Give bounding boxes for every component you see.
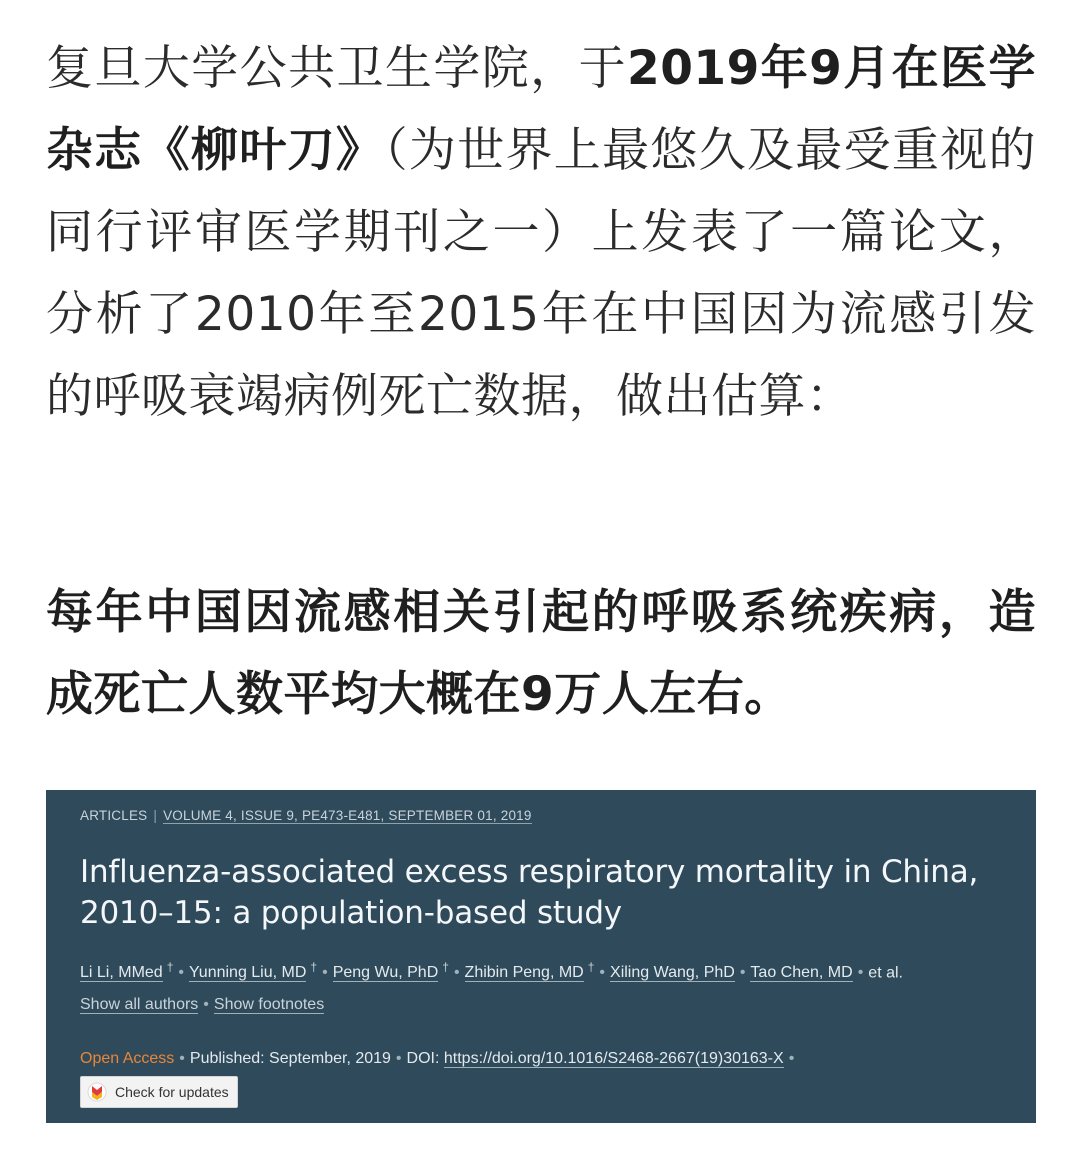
intro-date-bold: 2019年9月在 <box>627 41 941 96</box>
dagger-mark: † <box>310 960 318 974</box>
author-link[interactable]: Peng Wu, PhD <box>332 964 439 982</box>
separator-dot: • <box>857 964 864 982</box>
dagger-mark: † <box>442 960 449 974</box>
article-title: Influenza-associated excess respiratory mortality in China, 2010–15: a population-based study <box>80 854 979 931</box>
separator-dot: • <box>739 964 746 982</box>
crossmark-icon <box>87 1082 107 1102</box>
intro-text-2: （为世界上最悠久及最受重视的同行评审医学期刊之一）上发表了一篇论文，分析了2010年至2015年在中国因为流感引发的呼吸衰竭病例死亡数据，做出估算： <box>46 123 1037 424</box>
published-date: Published: September, 2019 <box>189 1050 391 1068</box>
et-al-text: et al. <box>868 964 903 982</box>
meta-separator: | <box>153 808 158 823</box>
author-list <box>80 956 1002 984</box>
dagger-mark: † <box>166 960 174 974</box>
article-meta <box>80 806 1002 826</box>
author-link[interactable]: Tao Chen, MD <box>750 964 853 982</box>
publication-info <box>80 1048 1002 1070</box>
author-link[interactable]: Zhibin Peng, MD <box>464 964 584 982</box>
separator-dot: • <box>395 1050 402 1068</box>
article-volume-link[interactable]: VOLUME 4, ISSUE 9, PE473-E481, SEPTEMBER 01, 2019 <box>163 808 532 823</box>
author-actions <box>80 994 1002 1016</box>
separator-dot: • <box>179 1050 185 1068</box>
dagger-mark: † <box>587 960 595 974</box>
intro-text-1: 复旦大学公共卫生学院，于 <box>46 41 627 96</box>
intro-paragraph <box>46 28 1036 438</box>
separator-dot: • <box>599 964 606 982</box>
doi-link[interactable]: https://doi.org/10.1016/S2468-2667(19)30163-X <box>443 1050 784 1068</box>
doi-label: DOI: <box>406 1050 440 1068</box>
separator-dot: • <box>788 1050 795 1068</box>
intro-journal-bold: 医学杂志《柳叶刀》 <box>46 41 1037 178</box>
separator-dot: • <box>203 996 209 1014</box>
check-for-updates-label: Check for updates <box>115 1084 229 1101</box>
article-section: ARTICLES <box>80 808 148 823</box>
check-for-updates-button[interactable] <box>80 1076 238 1108</box>
separator-dot: • <box>322 964 328 982</box>
open-access-badge: Open Access <box>80 1050 175 1068</box>
show-footnotes-link[interactable]: Show footnotes <box>213 996 325 1014</box>
highlight-paragraph: 每年中国因流感相关引起的呼吸系统疾病，造成死亡人数平均大概在9万人左右。 <box>46 585 1036 722</box>
author-link[interactable]: Li Li, MMed <box>80 964 163 982</box>
show-all-authors-link[interactable]: Show all authors <box>80 996 199 1014</box>
author-link[interactable]: Xiling Wang, PhD <box>610 964 735 982</box>
separator-dot: • <box>178 964 184 982</box>
separator-dot: • <box>453 964 460 982</box>
article-card <box>46 790 1036 1123</box>
author-link[interactable]: Yunning Liu, MD <box>189 964 307 982</box>
